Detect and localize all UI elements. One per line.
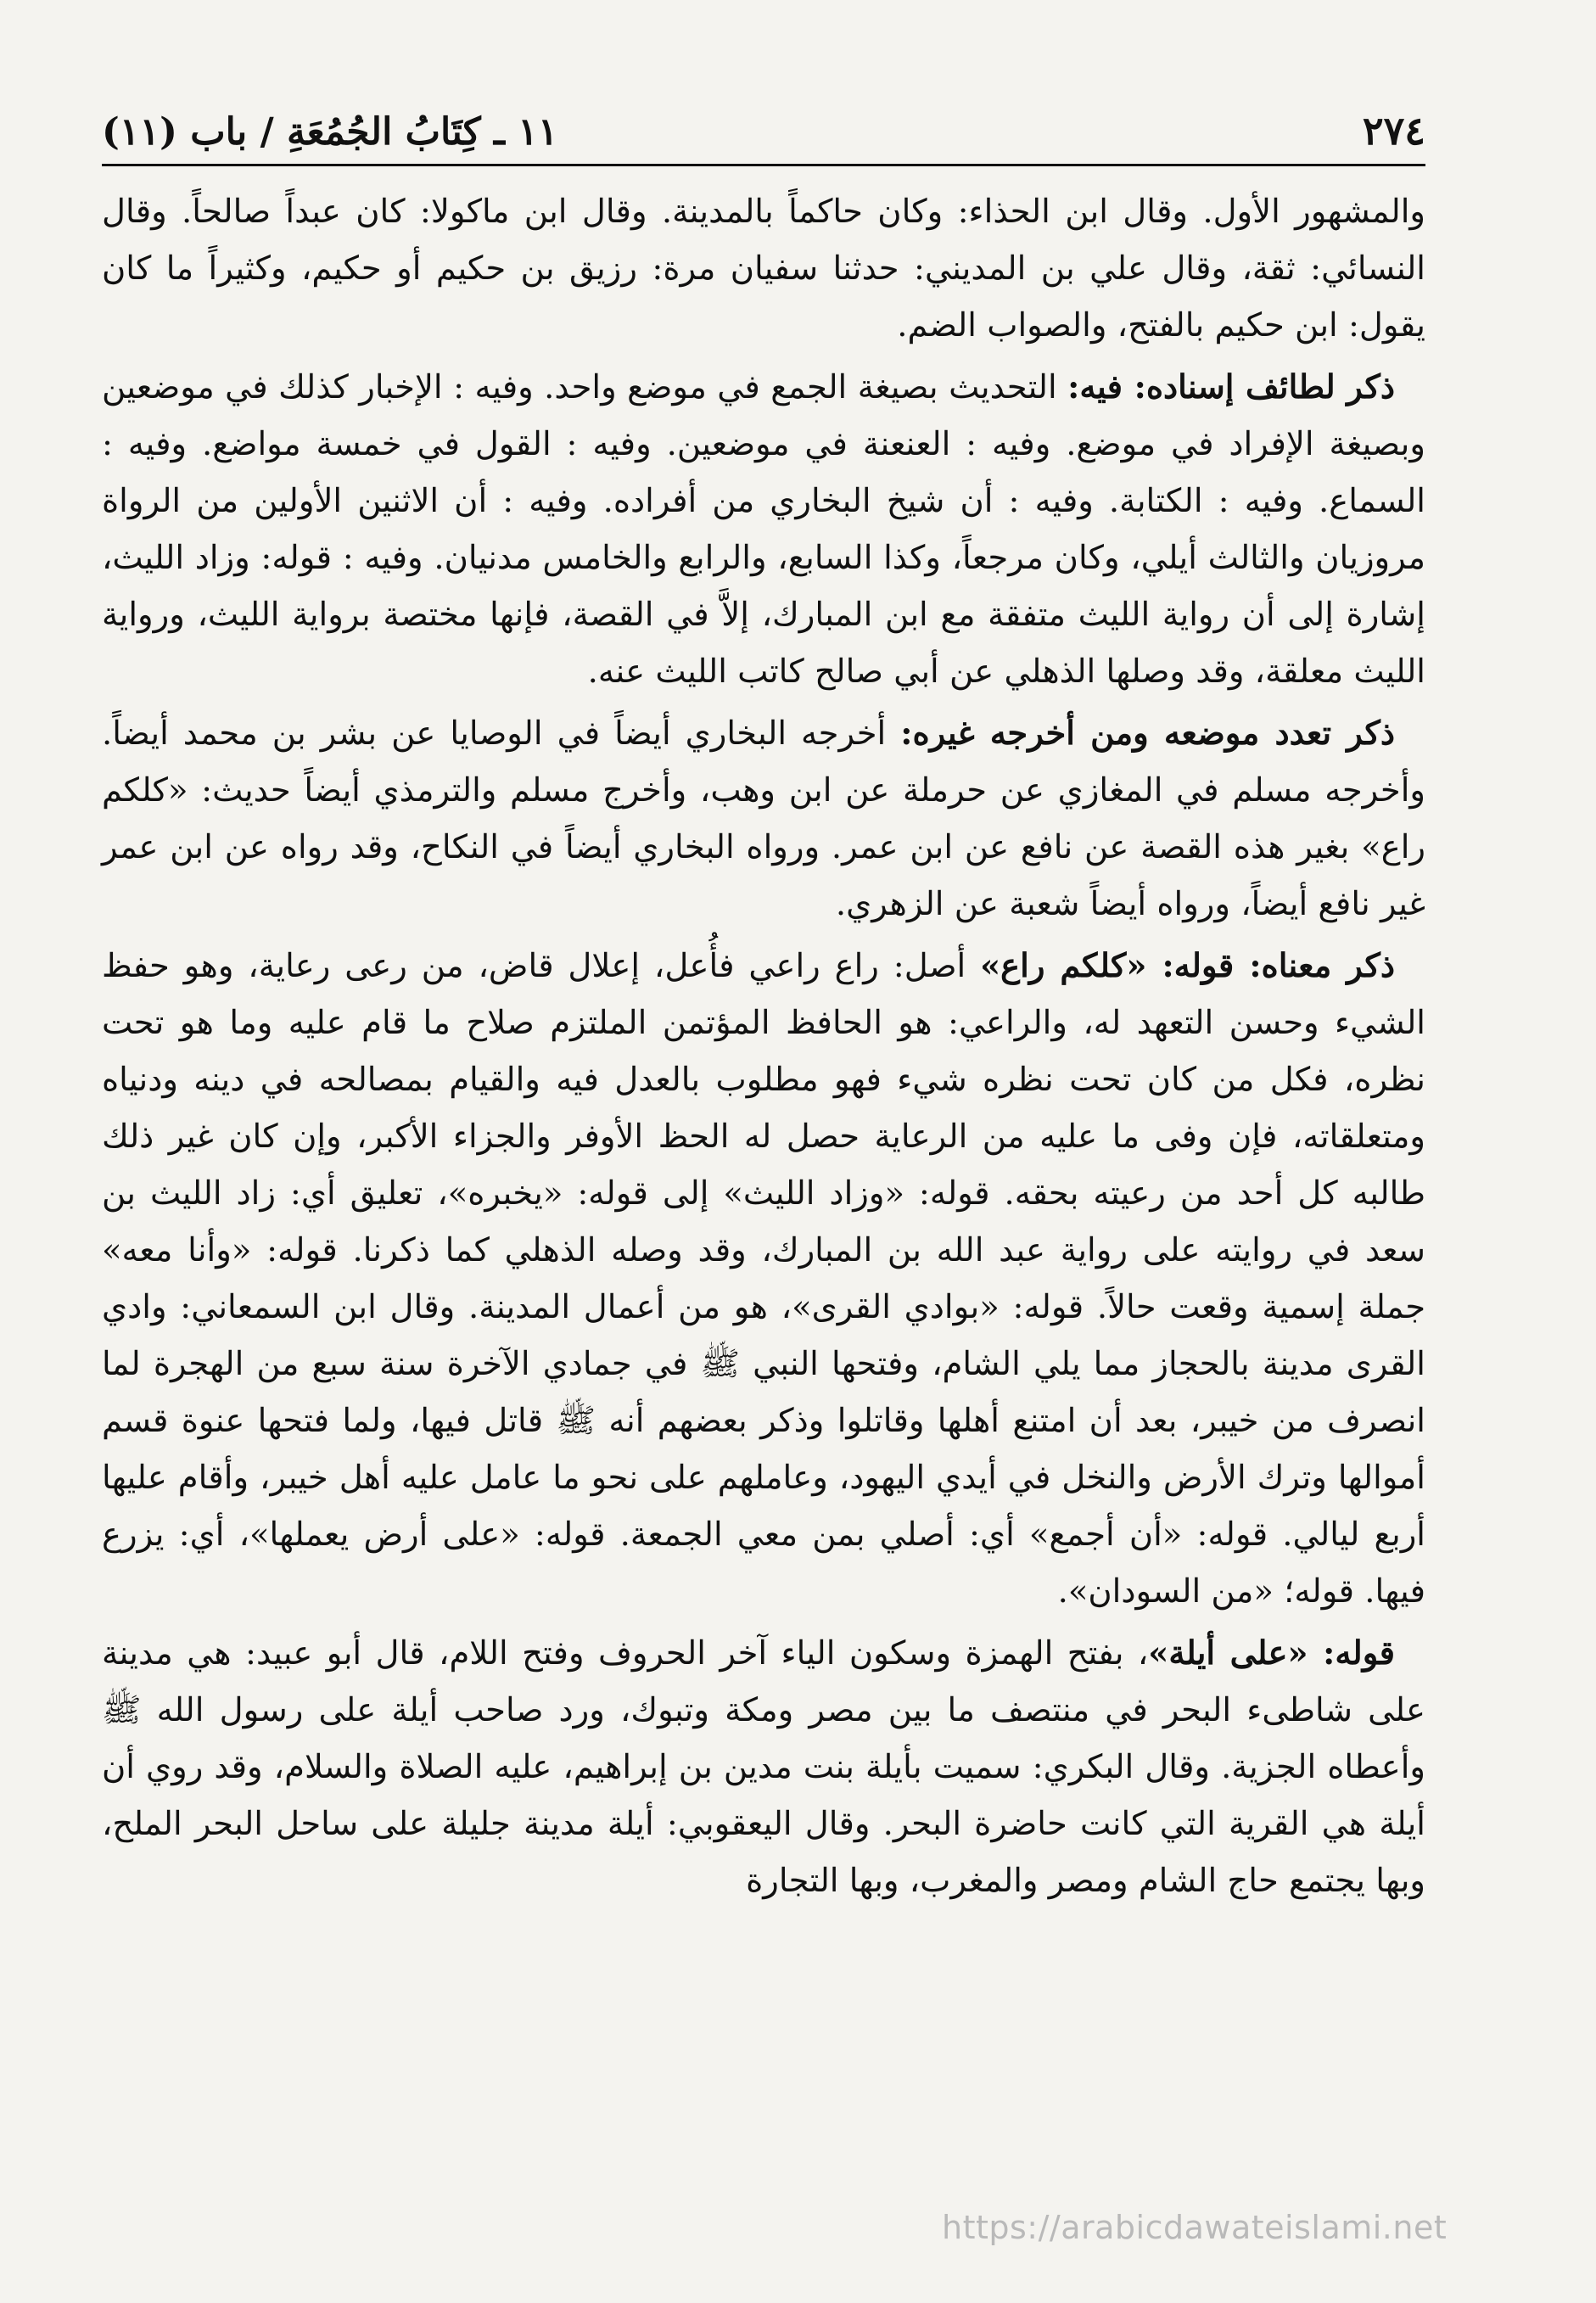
page-number: ٢٧٤ [1362, 108, 1425, 154]
paragraph-heading: ذكر معناه: قوله: «كلكم راع» [980, 947, 1395, 985]
paragraph-5 [102, 1625, 1425, 1909]
paragraph-text: ، بفتح الهمزة وسكون الياء آخر الحروف وفتح اللام، قال أبو عبيد: هي مدينة على شاطىء البحر في منتصف ما بين مصر ومكة وتبوك، ورد صاحب أيلة على رسول الله ﷺ وأعطاه الجزية. وقال البكري: سميت بأيلة بنت مدين بن إبراهيم، عليه الصلاة والسلام، وقد روي أن أيلة هي القرية التي كانت حاضرة البحر. وقال اليعقوبي: أيلة مدينة جليلة على ساحل البحر الملح، وبها يجتمع حاج الشام ومصر والمغرب، وبها التجارة [102, 1634, 1425, 1900]
running-title: ١١ ـ كِتَابُ الجُمُعَةِ / باب (١١) [102, 110, 558, 154]
paragraph-3 [102, 705, 1425, 933]
paragraph-4 [102, 938, 1425, 1620]
paragraph-heading: قوله: «على أيلة» [1148, 1634, 1396, 1673]
paragraph-heading: ذكر تعدد موضعه ومن أخرجه غيره: [900, 714, 1396, 753]
paragraph-text: أصل: راع راعي فأُعل، إعلال قاض، من رعى رعاية، وهو حفظ الشيء وحسن التعهد له، والراعي: هو الحافظ المؤتمن الملتزم صلاح ما قام عليه وما هو تحت نظره، فكل من كان تحت نظره شيء فهو مطلوب بالعدل فيه والقيام بمصالحه في دينه ودنياه ومتعلقاته، فإن وفى ما عليه من الرعاية حصل له الحظ الأوفر والجزاء الأكبر، وإن كان غير ذلك طالبه كل أحد من رعيته بحقه. قوله: «وزاد الليث» إلى قوله: «يخبره»، تعليق أي: زاد الليث بن سعد في روايته على رواية عبد الله بن المبارك، وقد وصله الذهلي كما ذكرنا. قوله: «وأنا معه» جملة إسمية وقعت حالاً. قوله: «بوادي القرى»، هو من أعمال المدينة. وقال ابن السمعاني: وادي القرى مدينة بالحجاز مما يلي الشام، وفتحها النبي ﷺ في جمادي الآخرة سنة سبع من الهجرة لما انصرف من خيبر، بعد أن امتنع أهلها وقاتلوا وذكر بعضهم أنه ﷺ قاتل فيها، ولما فتحها عنوة قسم أموالها وترك الأرض والنخل في أيدي اليهود، وعاملهم على نحو ما عامل عليه أهل خيبر، وأقام عليها أربع ليالي. قوله: «أن أجمع» أي: أصلي بمن معي الجمعة. قوله: «على أرض يعملها»، أي: يزرع فيها. قوله؛ «من السودان». [102, 947, 1425, 1611]
body-text [102, 183, 1425, 1909]
page-header [102, 93, 1425, 166]
paragraph-text: والمشهور الأول. وقال ابن الحذاء: وكان حاكماً بالمدينة. وقال ابن ماكولا: كان عبداً صالحاً. وقال النسائي: ثقة، وقال علي بن المديني: حدثنا سفيان مرة: رزيق بن حكيم أو حكيم، وكثيراً ما كان يقول: ابن حكيم بالفتح، والصواب الضم. [102, 193, 1425, 345]
paragraph-heading: ذكر لطائف إسناده: فيه: [1067, 368, 1395, 406]
paragraph-1 [102, 183, 1425, 354]
paragraph-2 [102, 359, 1425, 700]
paragraph-text: التحديث بصيغة الجمع في موضع واحد. وفيه : الإخبار كذلك في موضعين وبصيغة الإفراد في موضع. وفيه : العنعنة في موضعين. وفيه : القول في خمسة مواضع. وفيه : السماع. وفيه : الكتابة. وفيه : أن شيخ البخاري من أفراده. وفيه : أن الاثنين الأولين من الرواة مروزيان والثالث أيلي، وكان مرجعاً، وكذا السابع، والرابع والخامس مدنيان. وفيه : قوله: وزاد الليث، إشارة إلى أن رواية الليث متفقة مع ابن المبارك، إلاَّ في القصة، فإنها مختصة برواية الليث، ورواية الليث معلقة، وقد وصلها الذهلي عن أبي صالح كاتب الليث عنه. [102, 368, 1425, 691]
watermark-url: https://arabicdawateislami.net [942, 2209, 1448, 2246]
paragraph-text: أخرجه البخاري أيضاً في الوصايا عن بشر بن محمد أيضاً. وأخرجه مسلم في المغازي عن حرملة عن ابن وهب، وأخرج مسلم والترمذي أيضاً حديث: «كلكم راع» بغير هذه القصة عن نافع عن ابن عمر. ورواه البخاري أيضاً في النكاح، وقد رواه عن ابن عمر غير نافع أيضاً، ورواه أيضاً شعبة عن الزهري. [102, 714, 1425, 923]
book-page [102, 93, 1425, 2232]
